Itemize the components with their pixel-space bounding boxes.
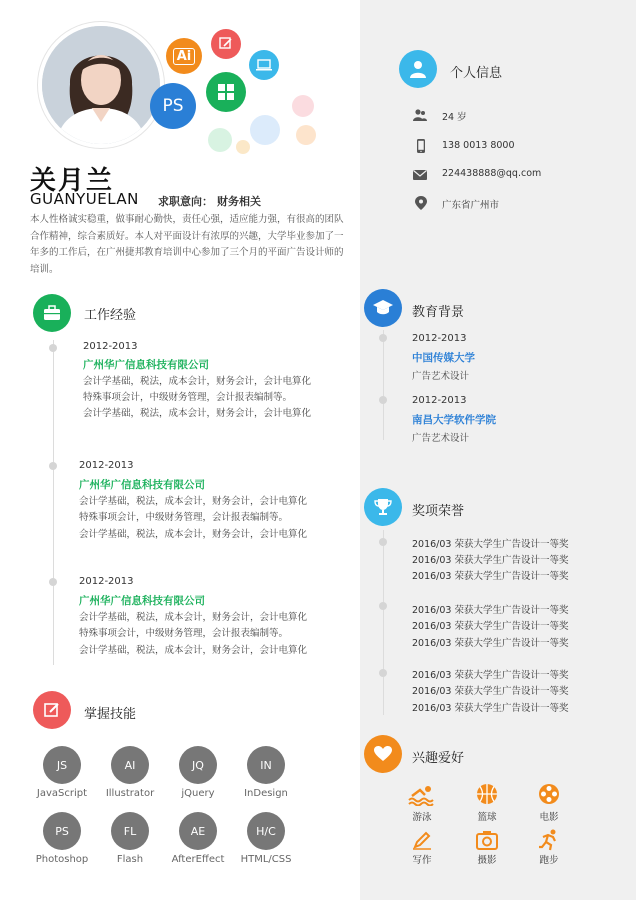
timeline-dot [379, 669, 387, 677]
decor-bubble [292, 95, 314, 117]
timeline-dot [379, 396, 387, 404]
camera-icon [476, 830, 498, 850]
skill-badge-js: JS [43, 746, 81, 784]
award-item: 2016/03 荣获大学生广告设计一等奖 [412, 670, 569, 681]
avatar-silhouette-icon [42, 26, 160, 144]
email-text: 224438888@qq.com [442, 168, 542, 179]
pencil-square-icon [33, 691, 71, 729]
awards-section-title: 奖项荣誉 [412, 504, 465, 519]
decor-bubble [296, 125, 316, 145]
work-company: 广州华广信息科技有限公司 [79, 595, 205, 607]
job-intent-label: 求职意向： [158, 195, 213, 208]
briefcase-icon [33, 294, 71, 332]
timeline-dot [49, 578, 57, 586]
hobby-label: 跑步 [539, 855, 559, 866]
trophy-icon [364, 488, 402, 526]
work-section-title: 工作经验 [84, 308, 137, 323]
swimming-icon [408, 784, 436, 806]
award-item: 2016/03 荣获大学生广告设计一等奖 [412, 686, 569, 697]
skill-badge-ps: PS [43, 812, 81, 850]
basketball-icon [476, 783, 498, 805]
phone-icon [414, 139, 428, 153]
education-timeline [383, 330, 384, 440]
candidate-pinyin: GUANYUELAN [30, 190, 139, 208]
skill-badge-in: IN [247, 746, 285, 784]
graduation-cap-icon [364, 289, 402, 327]
education-section-title: 教育背景 [412, 305, 465, 320]
awards-timeline [383, 530, 384, 715]
skill-label: InDesign [244, 788, 288, 799]
hobby-label: 摄影 [477, 855, 497, 866]
skill-badge-hc: H/C [247, 812, 285, 850]
hobby-label: 电影 [539, 812, 559, 823]
skill-label: Photoshop [35, 854, 89, 865]
photoshop-bubble-icon: PS [150, 83, 196, 129]
award-item: 2016/03 荣获大学生广告设计一等奖 [412, 638, 569, 649]
skill-label: Flash [116, 854, 144, 865]
hobby-label: 篮球 [477, 812, 497, 823]
edit-bubble-icon [211, 29, 241, 59]
phone-text: 138 0013 8000 [442, 140, 515, 151]
location-pin-icon [414, 196, 428, 210]
decor-bubble [208, 128, 232, 152]
skill-badge-fl: FL [111, 812, 149, 850]
education-date: 2012-2013 [412, 333, 467, 344]
work-detail: 会计学基础，税法，成本会计，财务会计，会计电算化 [83, 376, 312, 387]
age-text: 24 岁 [442, 112, 467, 123]
work-date: 2012-2013 [79, 460, 134, 471]
school-name: 南昌大学软件学院 [412, 414, 496, 426]
skill-badge-ai: AI [111, 746, 149, 784]
work-date: 2012-2013 [83, 341, 138, 352]
work-company: 广州华广信息科技有限公司 [79, 479, 205, 491]
skill-badge-ae: AE [179, 812, 217, 850]
skill-label: JavaScript [36, 788, 88, 799]
work-detail: 会计学基础，税法，成本会计，财务会计，会计电算化 [79, 529, 308, 540]
decor-bubble [236, 140, 250, 154]
skill-label: jQuery [181, 788, 215, 799]
timeline-dot [379, 334, 387, 342]
award-item: 2016/03 荣获大学生广告设计一等奖 [412, 571, 569, 582]
education-date: 2012-2013 [412, 395, 467, 406]
timeline-dot [379, 538, 387, 546]
people-icon [413, 108, 427, 122]
school-name: 中国传媒大学 [412, 352, 475, 364]
skill-label: AfterEffect [171, 854, 225, 865]
work-detail: 特殊事项会计，中级财务管理，会计报表编制等。 [79, 512, 289, 523]
work-detail: 特殊事项会计，中级财务管理，会计报表编制等。 [83, 392, 293, 403]
work-detail: 会计学基础，税法，成本会计，财务会计，会计电算化 [79, 645, 308, 656]
award-item: 2016/03 荣获大学生广告设计一等奖 [412, 621, 569, 632]
running-icon [538, 829, 560, 851]
windows-bubble-icon [206, 72, 246, 112]
skill-badge-jq: JQ [179, 746, 217, 784]
person-icon [399, 50, 437, 88]
location-text: 广东省广州市 [442, 200, 500, 211]
timeline-dot [49, 344, 57, 352]
work-detail: 会计学基础，税法，成本会计，财务会计，会计电算化 [79, 612, 308, 623]
work-detail: 会计学基础，税法，成本会计，财务会计，会计电算化 [79, 496, 308, 507]
work-detail: 会计学基础，税法，成本会计，财务会计，会计电算化 [83, 408, 312, 419]
laptop-bubble-icon [249, 50, 279, 80]
self-description: 本人性格诚实稳重，做事耐心勤快，责任心强，适应能力强，有很高的团队合作精神，综合素质好。本人对平面设计有浓厚的兴趣，大学毕业参加了一年多的工作后，在广州捷邦教育培训中心参加了三个月的平面广告设计师的培训。 [30, 214, 344, 275]
film-reel-icon [538, 783, 560, 805]
email-icon [413, 168, 427, 182]
skill-label: HTML/CSS [240, 854, 292, 865]
skill-label: Illustrator [105, 788, 155, 799]
award-item: 2016/03 荣获大学生广告设计一等奖 [412, 703, 569, 714]
heart-icon [364, 735, 402, 773]
hobby-label: 游泳 [412, 812, 432, 823]
award-item: 2016/03 荣获大学生广告设计一等奖 [412, 539, 569, 550]
timeline-dot [49, 462, 57, 470]
job-intent-value: 财务相关 [217, 195, 261, 208]
work-timeline [53, 340, 54, 665]
personal-section-title: 个人信息 [450, 66, 503, 81]
pen-writing-icon [412, 830, 432, 850]
illustrator-bubble-icon: Ai [166, 38, 202, 74]
decor-bubble [250, 115, 280, 145]
candidate-name: 关月兰 [30, 166, 115, 196]
work-company: 广州华广信息科技有限公司 [83, 359, 209, 371]
hobby-label: 写作 [412, 855, 432, 866]
timeline-dot [379, 602, 387, 610]
work-detail: 特殊事项会计，中级财务管理，会计报表编制等。 [79, 628, 289, 639]
award-item: 2016/03 荣获大学生广告设计一等奖 [412, 605, 569, 616]
skills-section-title: 掌握技能 [84, 707, 137, 722]
hobbies-section-title: 兴趣爱好 [412, 751, 465, 766]
avatar [38, 22, 164, 148]
major-name: 广告艺术设计 [412, 433, 470, 444]
right-panel [360, 0, 636, 900]
major-name: 广告艺术设计 [412, 371, 470, 382]
work-date: 2012-2013 [79, 576, 134, 587]
award-item: 2016/03 荣获大学生广告设计一等奖 [412, 555, 569, 566]
